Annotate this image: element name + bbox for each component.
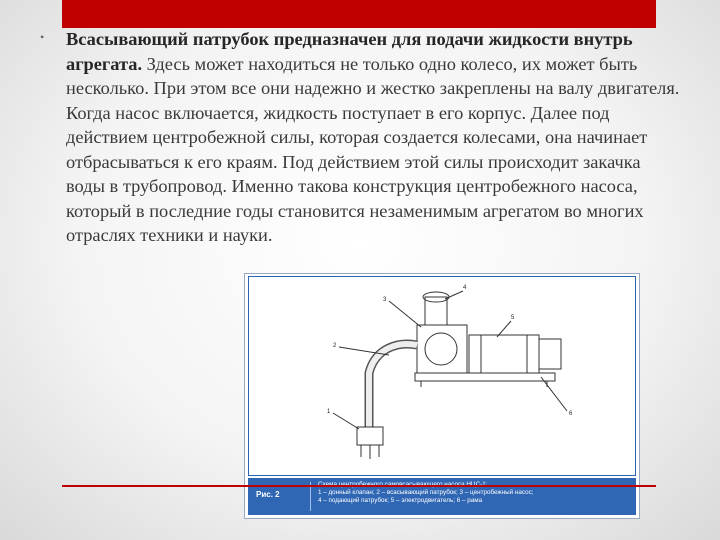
bottom-accent-rule (62, 485, 656, 487)
callout-5: 5 (511, 315, 515, 321)
figure-label: Рис. 2 (256, 490, 280, 499)
foot-valve (357, 427, 383, 445)
callout-2: 2 (333, 343, 337, 349)
caption-line-2: 4 – подающий патрубок; 5 – электродвигатель; 6 – рама (318, 497, 483, 505)
callout-4: 4 (463, 285, 467, 291)
pump-frame (415, 373, 555, 381)
pump-diagram-figure (244, 273, 640, 519)
electric-motor (469, 335, 539, 373)
caption-line-1: 1 – донный клапан; 2 – всасывающий патрубок; 3 – центробежный насос; (318, 489, 534, 497)
body-paragraph: Здесь может находиться не только одно колесо, их может быть несколько. При этом все они надежно и жестко закреплены на валу двигателя. Когда насос включается, жидкость поступает в его корпус. Далее под действием центробежной силы, которая создается колесами, она начинает отбрасываться к его краям. Под действием этой силы происходит закачка воды в трубопровод. Именно такова конструкция центробежного насоса, который в последние годы становится незаменимым агрегатом во многих отраслях техники и науки. (66, 53, 680, 245)
callout-6: 6 (569, 411, 573, 417)
figure-caption-bar (248, 478, 636, 515)
pump-drawing (249, 277, 635, 475)
top-accent-bar (62, 0, 656, 28)
bullet-icon: • (40, 30, 45, 44)
bold-lead-sentence: Всасывающий патрубок предназначен для подачи жидкости внутрь агрегата. (66, 29, 633, 74)
drawing-frame (248, 276, 636, 476)
callout-1: 1 (327, 409, 331, 415)
callout-3: 3 (383, 297, 387, 303)
slide-body-text (66, 27, 682, 248)
